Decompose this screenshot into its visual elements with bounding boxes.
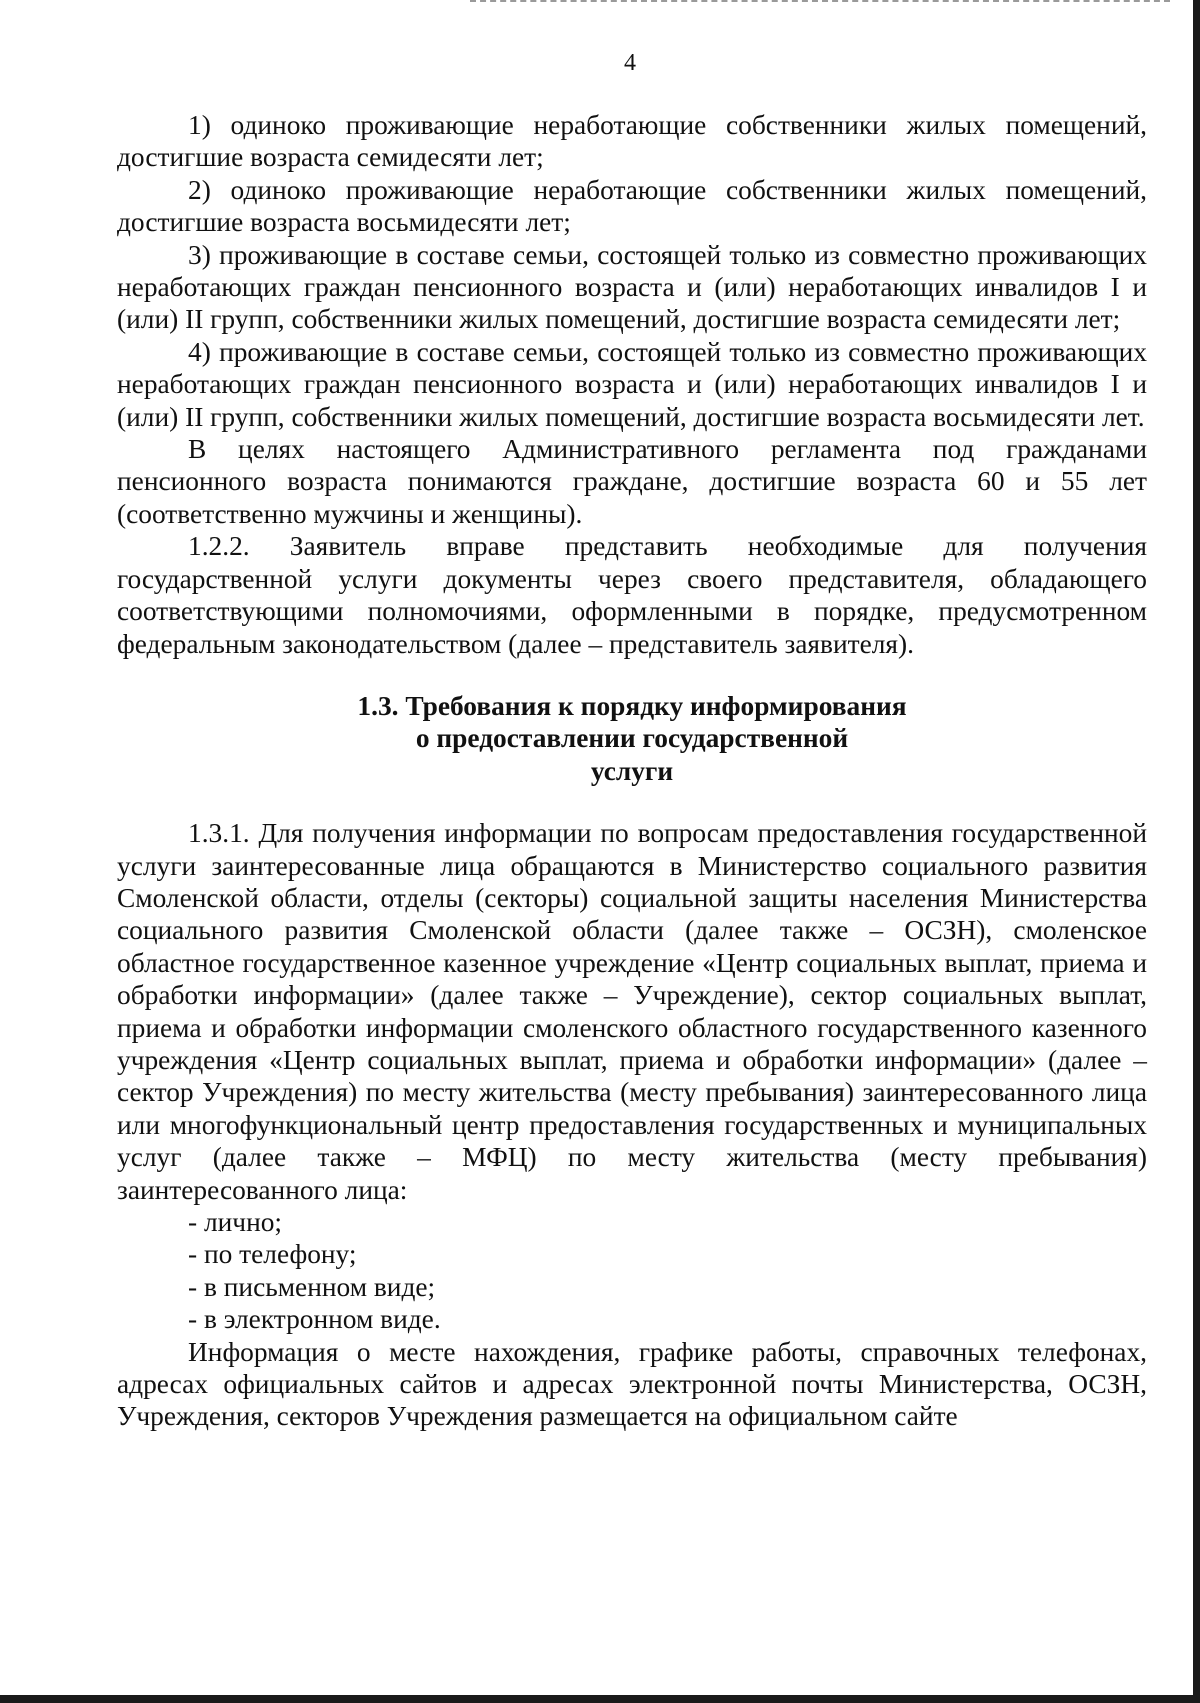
page-number: 4 [624, 50, 636, 76]
way-item-3: - в письменном виде; [188, 1271, 436, 1302]
list-item-3: 3) проживающие в составе семьи, состоящей только из совместно проживающих неработающих граждан пенсионного возраста и (или) неработающих инвалидов I и (или) II групп, собственники жилых помещений, достигшие возраста семидесяти лет; [117, 239, 1147, 335]
scan-edge-top [470, 0, 1170, 5]
list-item-2: 2) одиноко проживающие неработающие собственники жилых помещений, достигшие возраста восьмидесяти лет; [117, 174, 1147, 238]
section-heading-line-2: о предоставлении государственной [415, 723, 849, 754]
paragraph-info: Информация о месте нахождения, графике работы, справочных телефонах, адресах официальных сайтов и адресах электронной почты Министерства, ОСЗН, Учреждения, секторов Учреждения размещается на официальном сайте [117, 1336, 1147, 1432]
way-item-1: - лично; [188, 1207, 283, 1237]
scan-edge-right [1193, 0, 1200, 1703]
paragraph-1-3-1: 1.3.1. Для получения информации по вопросам предоставления государственной услуги заинтересованные лица обращаются в Министерство социального развития Смоленской области, отделы (секторы) социальной защиты населения Министерства социального развития Смоленской области (далее также – ОСЗН), смоленское областное государственное казенное учреждение «Центр социальных выплат, приема и обработки информации» (далее также – Учреждение), сектор социальных выплат, приема и обработки информации смоленского областного государственного казенного учреждения «Центр социальных выплат, приема и обработки информации» (далее – сектор Учреждения) по месту жительства (месту пребывания) заинтересованного лица или многофункциональный центр предоставления государственных и муниципальных услуг (далее также – МФЦ) по месту жительства (месту пребывания) заинтересованного лица: [117, 818, 1147, 1205]
document-body [117, 109, 1147, 1433]
paragraph-pension-age: В целях настоящего Административного регламента под гражданами пенсионного возраста понимаются граждане, достигшие возраста 60 и 55 лет (соответственно мужчины и женщины). [117, 434, 1147, 529]
list-item-1: 1) одиноко проживающие неработающие собственники жилых помещений, достигшие возраста семидесяти лет; [117, 110, 1147, 173]
list-item-4: 4) проживающие в составе семьи, состоящей только из совместно проживающих неработающих граждан пенсионного возраста и (или) неработающих инвалидов I и (или) II групп, собственники жилых помещений, достигшие возраста восьмидесяти лет. [117, 336, 1147, 432]
scan-edge-bottom [0, 1695, 1200, 1703]
paragraph-1-2-2: 1.2.2. Заявитель вправе представить необходимые для получения государственной услуги документы через своего представителя, обладающего соответствующими полномочиями, оформленными в порядке, предусмотренном федеральным законодательством (далее – представитель заявителя). [117, 531, 1147, 659]
section-heading [117, 690, 1147, 787]
way-item-4: - в электронном виде. [188, 1304, 441, 1335]
section-heading-line-3: услуги [590, 755, 674, 786]
section-heading-line-1: 1.3. Требования к порядку информирования [357, 690, 907, 721]
way-item-2: - по телефону; [188, 1239, 357, 1270]
